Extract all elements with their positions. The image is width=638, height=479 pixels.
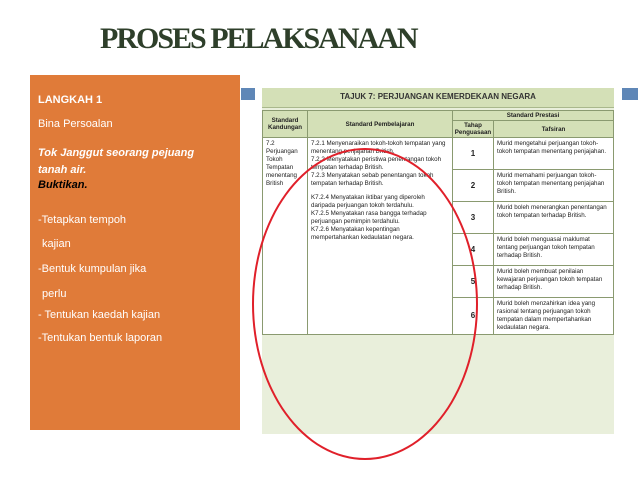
- cell-kandungan: 7.2 Perjuangan Tokoh Tempatan menentang British: [263, 138, 308, 335]
- header-standard-prestasi: Standard Prestasi: [453, 111, 614, 121]
- tahap-cell: 6: [453, 298, 494, 335]
- question-text: Tok Janggut seorang pejuang tanah air.: [38, 147, 195, 176]
- list-item: -Bentuk kumpulan jika: [38, 263, 147, 275]
- tahap-cell: 2: [453, 170, 494, 202]
- instruction-text: Buktikan.: [38, 179, 88, 191]
- accent-bar-right: [622, 88, 638, 100]
- tahap-cell: 3: [453, 202, 494, 234]
- tahap-cell: 4: [453, 234, 494, 266]
- step-subtitle: Bina Persoalan: [38, 118, 113, 130]
- pembelajaran-item: K7.2.5 Menyatakan rasa bangga terhadap perjuangan pemimpin terdahulu.: [311, 210, 427, 225]
- pembelajaran-item: 7.2.2 Menyatakan peristiwa penentangan tokoh tempatan terhadap British.: [311, 156, 442, 171]
- accent-bar-left: [241, 88, 255, 100]
- tafsiran-cell: Murid mengetahui perjuangan tokoh-tokoh tempatan menentang penjajahan.: [494, 138, 614, 170]
- tafsiran-cell: Murid boleh menerangkan penentangan tokoh tempatan terhadap British.: [494, 202, 614, 234]
- tafsiran-cell: Murid boleh menzahirkan idea yang rasional tentang perjuangan tokoh tempatan dalam mempertahankan kedaulatan negara.: [494, 298, 614, 335]
- pembelajaran-item: K7.2.4 Menyatakan iktibar yang diperoleh daripada perjuangan tokoh terdahulu.: [311, 194, 425, 209]
- tahap-cell: 5: [453, 266, 494, 298]
- tafsiran-cell: Murid memahami perjuangan tokoh-tokoh tempatan menentang penjajahan British.: [494, 170, 614, 202]
- pembelajaran-item: 7.2.3 Menyatakan sebab penentangan tokoh tempatan terhadap British.: [311, 172, 434, 187]
- tafsiran-cell: Murid boleh menguasai maklumat tentang perjuangan tokoh tempatan terhadap British.: [494, 234, 614, 266]
- header-standard-pembelajaran: Standard Pembelajaran: [308, 111, 453, 138]
- left-panel: [30, 75, 240, 430]
- tafsiran-cell: Murid boleh membuat penilaian kewajaran perjuangan tokoh tempatan terhadap British.: [494, 266, 614, 298]
- list-item: kajian: [42, 238, 71, 250]
- table-title-bar: [262, 88, 614, 108]
- header-standard-kandungan: Standard Kandungan: [263, 111, 308, 138]
- tahap-cell: 1: [453, 138, 494, 170]
- list-item: -Tentukan bentuk laporan: [38, 332, 163, 344]
- list-item: - Tentukan kaedah kajian: [38, 309, 161, 321]
- header-tafsiran: Tafsiran: [494, 121, 614, 138]
- table-title: TAJUK 7: PERJUANGAN KEMERDEKAAN NEGARA: [340, 92, 536, 101]
- red-circle-annotation: [252, 148, 478, 460]
- slide-title: PROSES PELAKSANAAN: [100, 22, 417, 55]
- header-tahap-penguasaan: Tahap Penguasaan: [453, 121, 494, 138]
- list-item: -Tetapkan tempoh: [38, 214, 127, 226]
- list-item: perlu: [42, 288, 67, 300]
- pembelajaran-item: 7.2.1 Menyenaraikan tokoh-tokoh tempatan yang menentang penjajahan British.: [311, 140, 446, 155]
- pembelajaran-item: K7.2.6 Menyatakan kepentingan mempertahankan kedaulatan negara.: [311, 226, 414, 241]
- step-title: LANGKAH 1: [38, 94, 103, 106]
